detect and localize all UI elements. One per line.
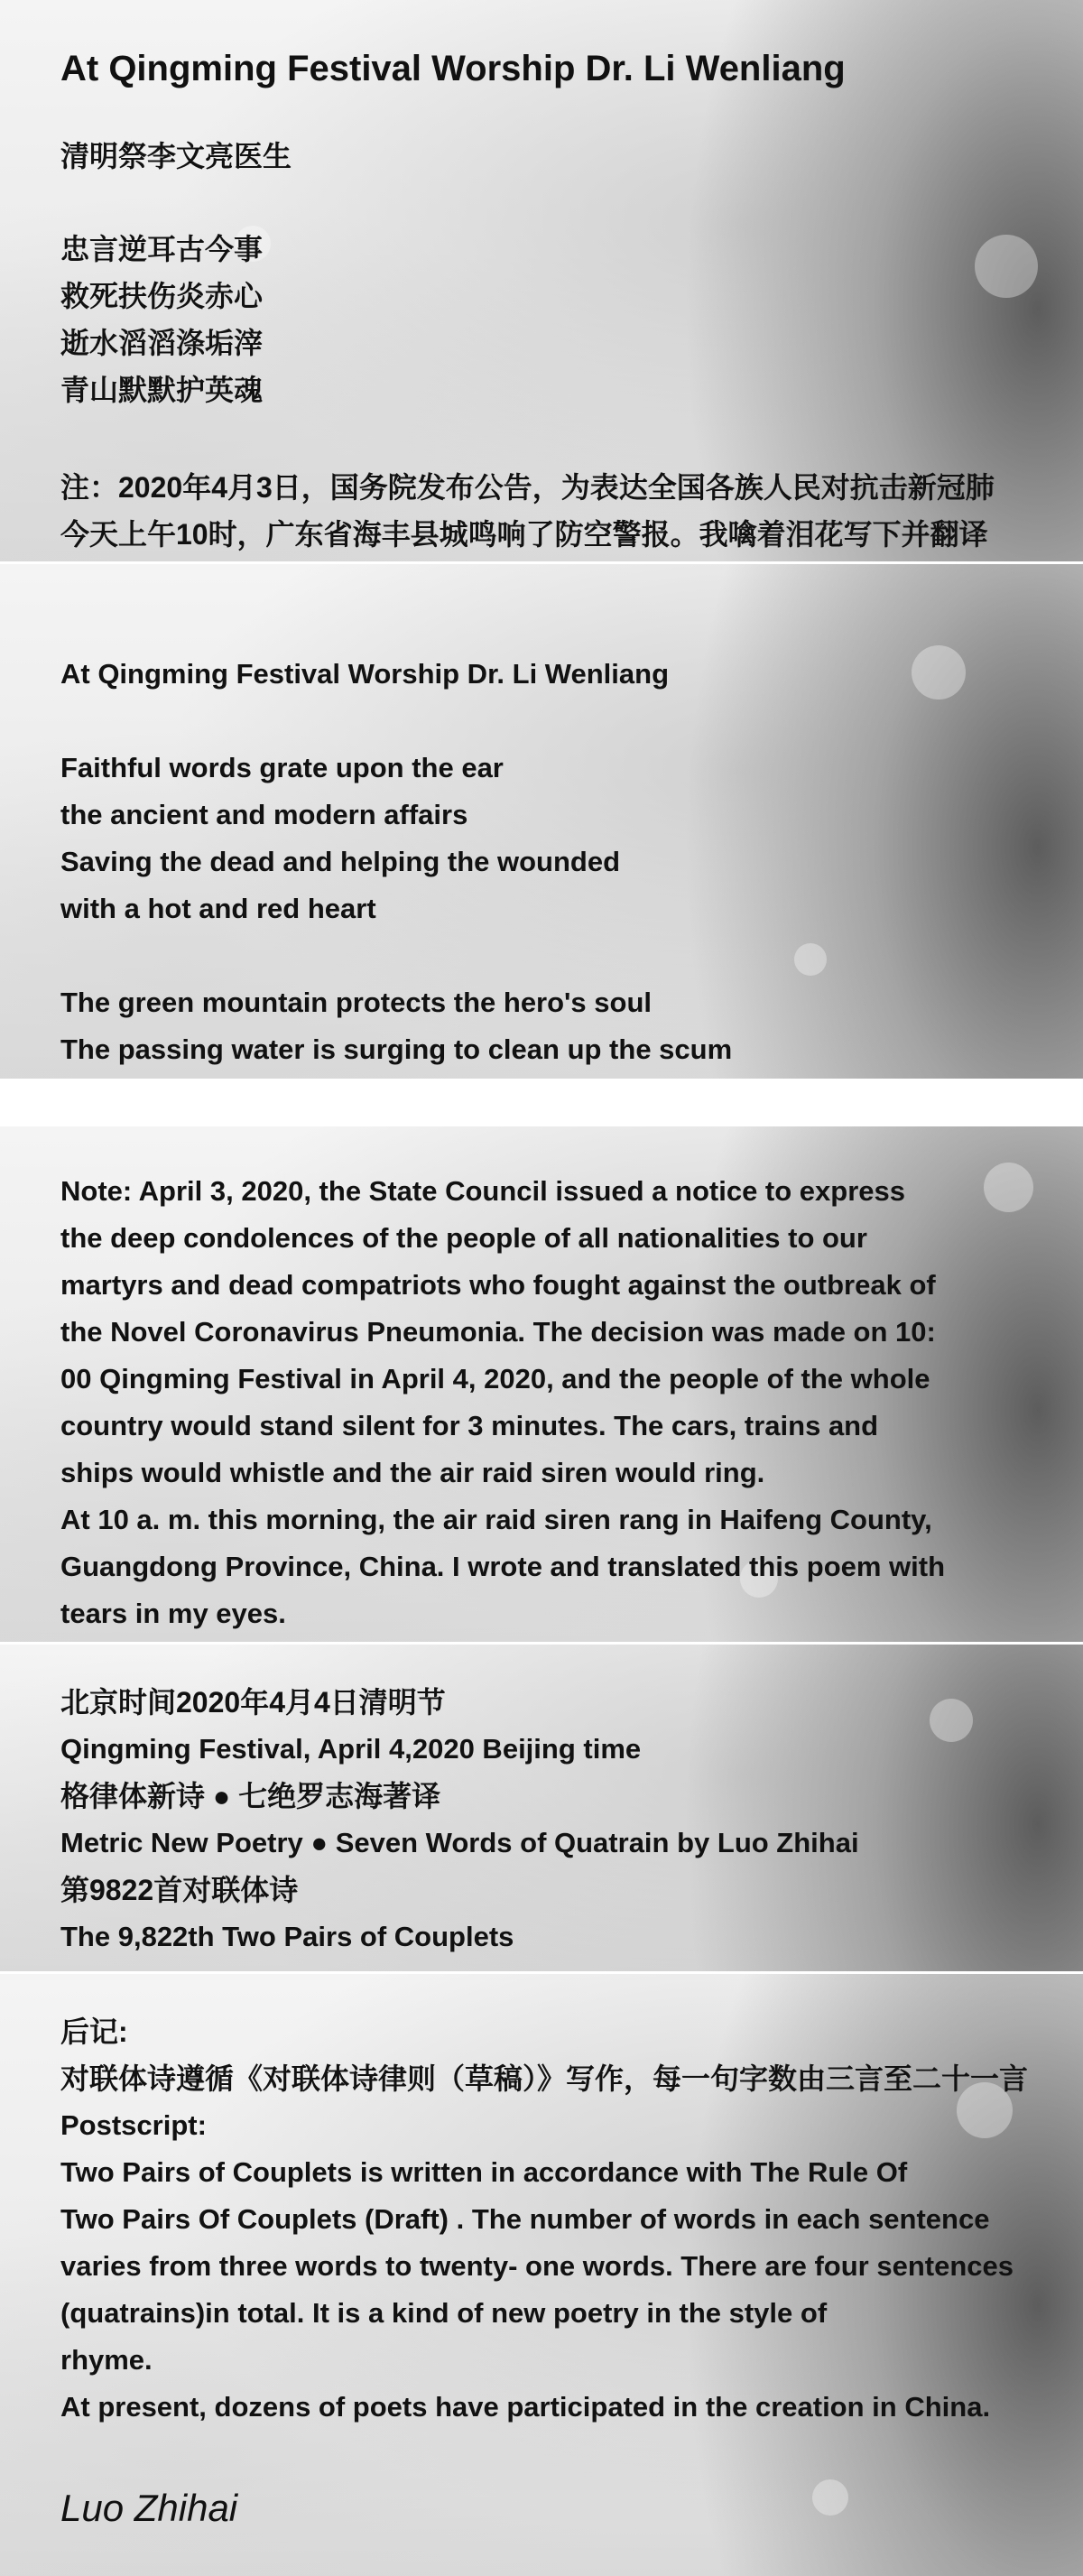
chinese-verse-line: 忠言逆耳古今事 <box>60 233 264 265</box>
note-line: 00 Qingming Festival in April 4, 2020, and the people of the whole <box>60 1363 930 1395</box>
english-verse-line: The passing water is surging to clean up the scum <box>60 1033 733 1065</box>
english-verse-line: Saving the dead and helping the wounded <box>60 846 621 877</box>
chinese-note-line: 今天上午10时，广东省海丰县城鸣响了防空警报。我噙着泪花写下并翻译 <box>60 518 988 551</box>
english-verse-line: Faithful words grate upon the ear <box>60 752 504 783</box>
note-line: the Novel Coronavirus Pneumonia. The decision was made on 10: <box>60 1316 936 1348</box>
english-verse-line: The green mountain protects the hero's soul <box>60 987 653 1018</box>
note-line: Guangdong Province, China. I wrote and translated this poem with <box>60 1551 946 1582</box>
chinese-verse-line: 逝水滔滔涤垢滓 <box>60 327 264 359</box>
date-info-panel <box>0 1645 1083 1971</box>
postscript-line: Two Pairs of Couplets is written in accordance with The Rule Of <box>60 2156 908 2188</box>
poem-panel-english <box>0 564 1083 1079</box>
postscript-line: Two Pairs Of Couplets (Draft) . The number of words in each sentence <box>60 2203 990 2235</box>
note-line: tears in my eyes. <box>60 1598 286 1629</box>
postscript-line: (quatrains)in total. It is a kind of new poetry in the style of <box>60 2297 828 2329</box>
poem-title: At Qingming Festival Worship Dr. Li Wenliang <box>60 49 846 88</box>
postscript-line: At present, dozens of poets have participated in the creation in China. <box>60 2391 991 2423</box>
postscript-line: varies from three words to twenty- one words. There are four sentences <box>60 2250 1014 2282</box>
postscript-heading: Postscript: <box>60 2109 207 2141</box>
note-panel <box>0 1126 1083 1642</box>
poem-number-english: The 9,822th Two Pairs of Couplets <box>60 1921 514 1952</box>
note-line: At 10 a. m. this morning, the air raid siren rang in Haifeng County, <box>60 1504 932 1535</box>
note-line: martyrs and dead compatriots who fought against the outbreak of <box>60 1269 936 1301</box>
date-line-english: Qingming Festival, April 4,2020 Beijing time <box>60 1733 642 1765</box>
postscript-panel <box>0 1974 1083 2576</box>
note-line: the deep condolences of the people of all nationalities to our <box>60 1222 867 1254</box>
postscript-line: rhyme. <box>60 2344 153 2376</box>
author-signature: Luo Zhihai <box>60 2487 238 2529</box>
english-title: At Qingming Festival Worship Dr. Li Wenliang <box>60 658 670 690</box>
form-line-chinese: 格律体新诗 ● 七绝罗志海著译 <box>60 1780 441 1812</box>
poem-panel-chinese <box>0 0 1083 561</box>
english-verse-line: the ancient and modern affairs <box>60 799 468 830</box>
postscript-heading-chinese: 后记: <box>60 2015 128 2048</box>
form-line-english: Metric New Poetry ● Seven Words of Quatrain by Luo Zhihai <box>60 1827 859 1858</box>
note-line: ships would whistle and the air raid siren would ring. <box>60 1457 765 1488</box>
panel-gap <box>0 1079 1083 1126</box>
date-line-chinese: 北京时间2020年4月4日清明节 <box>60 1686 446 1719</box>
chinese-verse-line: 救死扶伤炎赤心 <box>60 280 264 312</box>
english-verse-line: with a hot and red heart <box>60 893 376 924</box>
postscript-line-chinese: 对联体诗遵循《对联体诗律则（草稿）》写作，每一句字数由三言至二十一言 <box>60 2062 1029 2095</box>
note-line: country would stand silent for 3 minutes. The cars, trains and <box>60 1410 879 1441</box>
note-line: Note: April 3, 2020, the State Council issued a notice to express <box>60 1175 906 1207</box>
poem-number-chinese: 第9822首对联体诗 <box>60 1874 299 1906</box>
chinese-verse-line: 青山默默护英魂 <box>60 374 264 406</box>
chinese-title: 清明祭李文亮医生 <box>60 140 292 172</box>
chinese-note-line: 注：2020年4月3日，国务院发布公告，为表达全国各族人民对抗击新冠肺 <box>60 471 995 504</box>
